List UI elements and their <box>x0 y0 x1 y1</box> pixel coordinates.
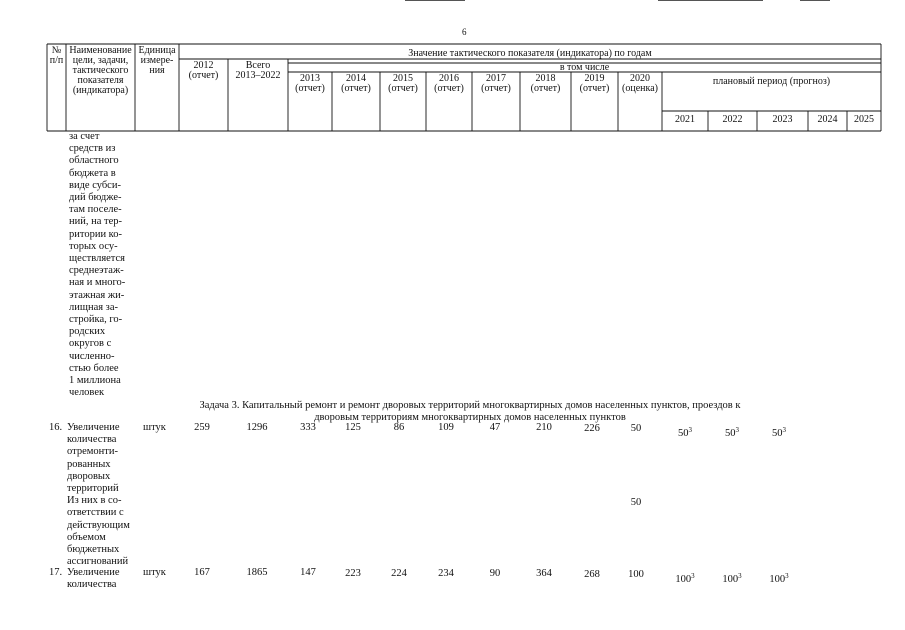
row-name: Увеличение количества <box>67 567 120 591</box>
header-year-2013: 2013 (отчет) <box>295 73 325 94</box>
value-2019: 226 <box>584 423 600 434</box>
value-2012: 259 <box>194 422 210 433</box>
header-plan-year: 2024 <box>817 114 838 125</box>
header-plan-year: 2022 <box>722 114 743 125</box>
header-col-2012: 2012 (отчет) <box>188 60 219 81</box>
table-header <box>0 0 905 140</box>
row-unit: штук <box>143 422 166 433</box>
value-2019: 268 <box>584 569 600 580</box>
value-2023: $50^3$ <box>772 426 786 439</box>
header-col-name: Наименование цели, задачи, тактического показателя (индикатора) <box>69 45 132 96</box>
continuation-text: за счет средств из областного бюджета в виде субси- дий бюдже- там поселе- ний, на тер- ритории ко- торых осу- ществляется среднеэтаж- ная и много- этажная жи- лищная за- стройка, го- родских округов с численно- стью более 1 миллиона человек <box>69 131 126 399</box>
value-2022: $100^3$ <box>722 572 742 585</box>
value-total: 1865 <box>246 567 268 578</box>
value-2013: 147 <box>300 567 316 578</box>
value-2022: $50^3$ <box>725 426 739 439</box>
value-2020: 50 <box>630 423 642 434</box>
header-subgroup-title: в том числе <box>559 62 610 73</box>
value-2014: 125 <box>345 422 361 433</box>
value-2020: 100 <box>628 569 644 580</box>
header-year-2016: 2016 (отчет) <box>434 73 464 94</box>
value-2023: $100^3$ <box>769 572 789 585</box>
header-year-2017: 2017 (отчет) <box>481 73 511 94</box>
header-col-number: № п/п <box>49 45 64 66</box>
row-unit: штук <box>143 567 166 578</box>
value-2018: 364 <box>536 568 552 579</box>
header-plan-year: 2025 <box>854 114 874 125</box>
header-plan-year: 2023 <box>772 114 793 125</box>
value-2021: $50^3$ <box>678 426 692 439</box>
sub-value-2020: 50 <box>630 497 642 508</box>
value-2015: 86 <box>393 422 405 433</box>
task-heading: Задача 3. Капитальный ремонт и ремонт дворовых территорий многоквартирных домов населенных пунктов, проездов к дворовым территориям многоквартирных домов населенных пунктов <box>199 400 741 423</box>
header-col-total: Всего 2013–2022 <box>235 60 281 81</box>
header-year-2019: 2019 (отчет) <box>579 73 610 94</box>
header-year-2018: 2018 (отчет) <box>530 73 561 94</box>
header-plan-year: 2021 <box>675 114 695 125</box>
header-plan-title: плановый период (прогноз) <box>712 76 831 87</box>
row-name: Увеличение количества отремонти- рованных дворовых территорий Из них в со- ответствии с действующим объемом бюджетных ассигнований <box>67 422 130 568</box>
value-2015: 224 <box>391 568 407 579</box>
value-2013: 333 <box>300 422 316 433</box>
header-group-title: Значение тактического показателя (индикатора) по годам <box>408 48 652 59</box>
page-number: 6 <box>462 27 467 37</box>
value-2016: 109 <box>438 422 454 433</box>
value-2018: 210 <box>536 422 552 433</box>
value-2021: $100^3$ <box>675 572 695 585</box>
value-total: 1296 <box>246 422 268 433</box>
row-number: 17. <box>49 567 63 578</box>
value-2017: 90 <box>489 568 501 579</box>
header-year-2020: 2020 (оценка) <box>622 73 658 94</box>
header-year-2014: 2014 (отчет) <box>341 73 371 94</box>
row-number: 16. <box>49 422 63 433</box>
value-2014: 223 <box>345 568 361 579</box>
value-2016: 234 <box>438 568 454 579</box>
header-year-2015: 2015 (отчет) <box>388 73 418 94</box>
value-2017: 47 <box>489 422 501 433</box>
value-2012: 167 <box>194 567 210 578</box>
header-col-unit: Единица измере- ния <box>138 45 176 76</box>
